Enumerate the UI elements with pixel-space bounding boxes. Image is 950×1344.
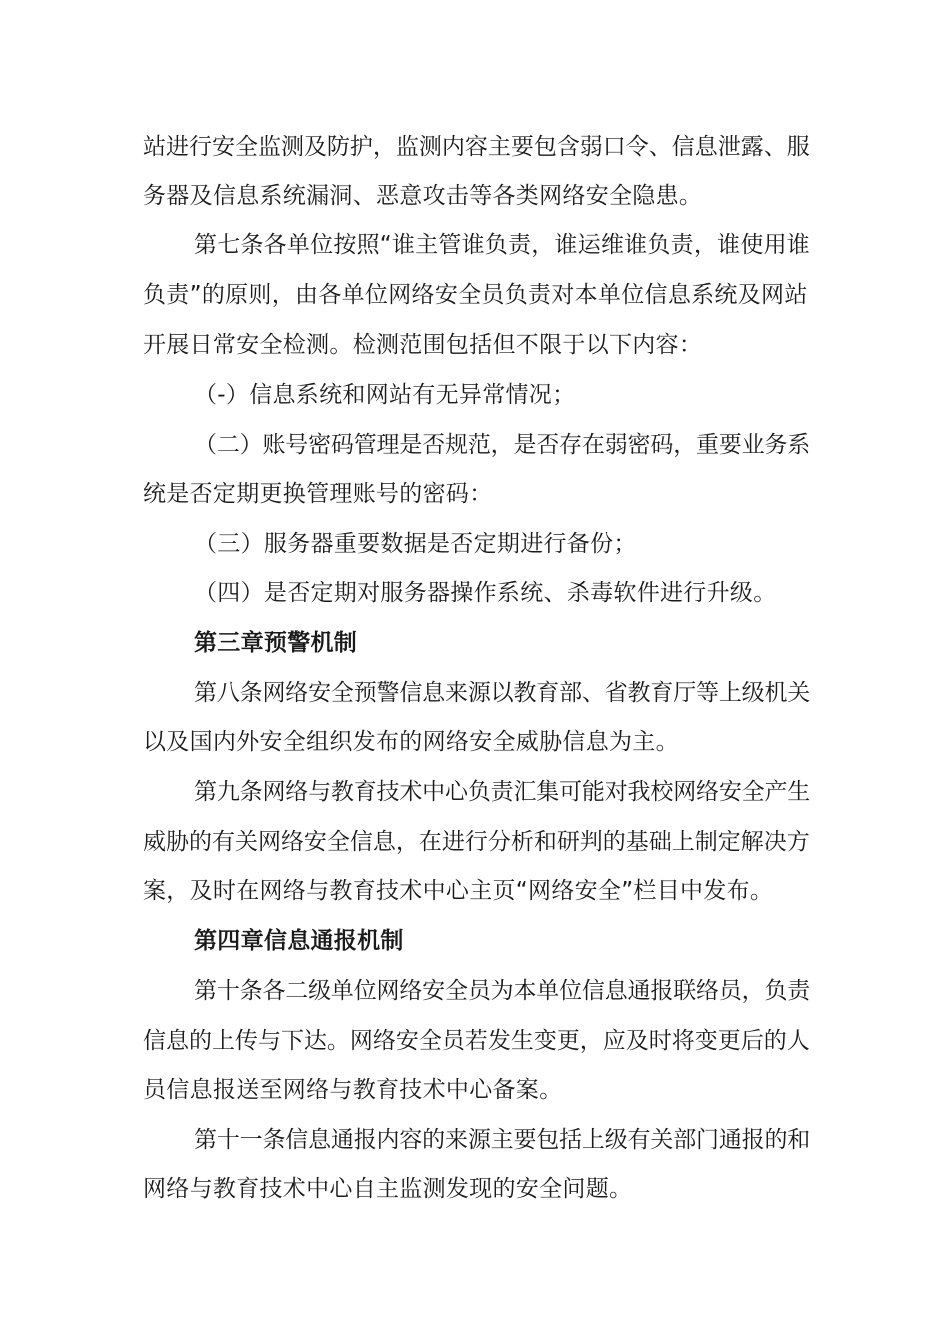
list-item-3: （三）服务器重要数据是否定期进行备份； bbox=[194, 531, 637, 557]
body-text-line: 信息的上传与下达。网络安全员若发生变更，应及时将变更后的人 bbox=[143, 1028, 810, 1054]
article-10-line: 第十条各二级单位网络安全员为本单位信息通报联络员，负责 bbox=[194, 978, 811, 1004]
body-text-line: 案，及时在网络与教育技术中心主页“网络安全”栏目中发布。 bbox=[143, 878, 774, 904]
body-text-line: 员信息报送至网络与教育技术中心备案。 bbox=[143, 1077, 563, 1103]
body-text-line: 开展日常安全检测。检测范围包括但不限于以下内容： bbox=[143, 332, 703, 358]
body-text-line: 统是否定期更换管理账号的密码： bbox=[143, 481, 493, 507]
list-item-4: （四）是否定期对服务器操作系统、杀毒软件进行升级。 bbox=[194, 580, 777, 606]
article-7-heading-line: 第七条各单位按照“谁主管谁负责，谁运维谁负责，谁使用谁 bbox=[194, 232, 811, 258]
chapter-4-heading: 第四章信息通报机制 bbox=[194, 928, 404, 954]
body-text-line: 网络与教育技术中心自主监测发现的安全问题。 bbox=[143, 1176, 633, 1202]
body-text-line: 站进行安全监测及防护，监测内容主要包含弱口令、信息泄露、服 bbox=[143, 134, 810, 160]
body-text-line: 以及国内外安全组织发布的网络安全威胁信息为主。 bbox=[143, 729, 679, 755]
body-text-line: 威胁的有关网络安全信息，在进行分析和研判的基础上制定解决方 bbox=[143, 829, 810, 855]
body-text-line: 务器及信息系统漏洞、恶意攻击等各类网络安全隐患。 bbox=[143, 183, 703, 209]
list-item-2: （二）账号密码管理是否规范，是否存在弱密码，重要业务系 bbox=[194, 432, 811, 458]
chapter-3-heading: 第三章预警机制 bbox=[194, 630, 358, 656]
body-text-line: 负责”的原则，由各单位网络安全员负责对本单位信息系统及网站 bbox=[143, 282, 808, 308]
article-11-line: 第十一条信息通报内容的来源主要包括上级有关部门通报的和 bbox=[194, 1127, 811, 1153]
article-8-line: 第八条网络安全预警信息来源以教育部、省教育厅等上级机关 bbox=[194, 680, 811, 706]
list-item-1: （-）信息系统和网站有无异常情况； bbox=[194, 382, 576, 408]
article-9-line: 第九条网络与教育技术中心负责汇集可能对我校网络安全产生 bbox=[194, 779, 811, 805]
